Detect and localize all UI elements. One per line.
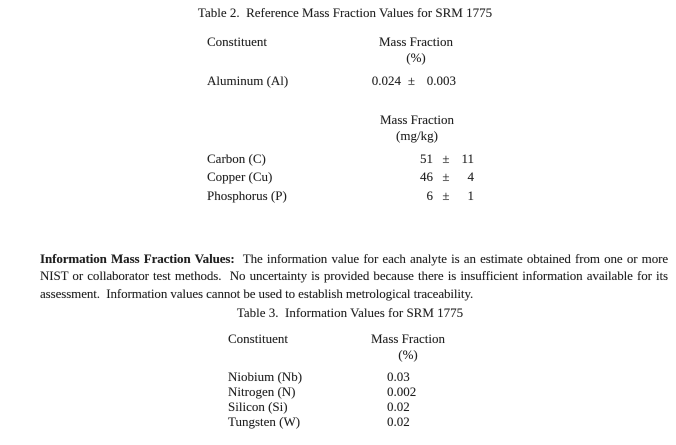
table3-row-constituent: Nitrogen (N): [228, 384, 296, 399]
table2-header-constituent: Constituent: [207, 34, 267, 49]
table2-percent-row-uncertainty: 0.003: [426, 73, 456, 88]
table2-mgkg-row-constituent: Copper (Cu): [207, 169, 273, 184]
table2-mgkg-row-uncertainty: 4: [467, 169, 474, 184]
table3-row-value: 0.002: [387, 384, 417, 399]
table2-header-mass-fraction-mgkg: Mass Fraction: [379, 112, 455, 127]
information-values-paragraph: [40, 250, 672, 302]
table3-row-value: 0.03: [387, 369, 410, 384]
table2-mgkg-row-value: 51: [420, 151, 433, 166]
plus-minus-symbol: ±: [442, 188, 450, 203]
table2-mgkg-row-uncertainty: 1: [467, 188, 474, 203]
table2-unit-mgkg: (mg/kg): [396, 128, 438, 143]
table3-row-value: 0.02: [387, 399, 410, 414]
plus-minus-symbol: ±: [442, 151, 450, 166]
table3-row-value: 0.02: [387, 414, 410, 429]
table2-mgkg-row-constituent: Carbon (C): [207, 151, 266, 166]
table2-mgkg-row-value: 6: [426, 188, 433, 203]
table3-row-constituent: Silicon (Si): [228, 399, 288, 414]
table3-row-constituent: Niobium (Nb): [228, 369, 303, 384]
table2-unit-percent: (%): [406, 50, 426, 65]
table3-unit-percent: (%): [398, 347, 418, 362]
plus-minus-symbol: ±: [442, 169, 450, 184]
table2-mgkg-row-constituent: Phosphorus (P): [207, 188, 287, 203]
table2-header-mass-fraction-percent: Mass Fraction: [378, 34, 454, 49]
table2-title: Table 2. Reference Mass Fraction Values for SRM 1775: [197, 5, 493, 20]
plus-minus-symbol: ±: [407, 73, 416, 88]
information-values-label: Information Mass Fraction Values:: [40, 251, 235, 266]
table3-row-constituent: Tungsten (W): [228, 414, 301, 429]
table2-percent-row-constituent: Aluminum (Al): [207, 73, 289, 88]
table3-header-constituent: Constituent: [228, 331, 288, 346]
table2-mgkg-row-value: 46: [420, 169, 433, 184]
table3-header-mass-fraction: Mass Fraction: [370, 331, 446, 346]
information-values-text: The information value for each analyte is an estimate obtained from one or more NIST or collaborator test methods. No uncertainty is provided because there is insufficient information available for its assessment. Information values cannot be used to establish metrological traceability.: [40, 251, 672, 301]
table2-mgkg-row-uncertainty: 11: [461, 151, 474, 166]
table2-percent-row-value: 0.024: [371, 73, 401, 88]
table3-title: Table 3. Information Values for SRM 1775: [236, 305, 464, 320]
